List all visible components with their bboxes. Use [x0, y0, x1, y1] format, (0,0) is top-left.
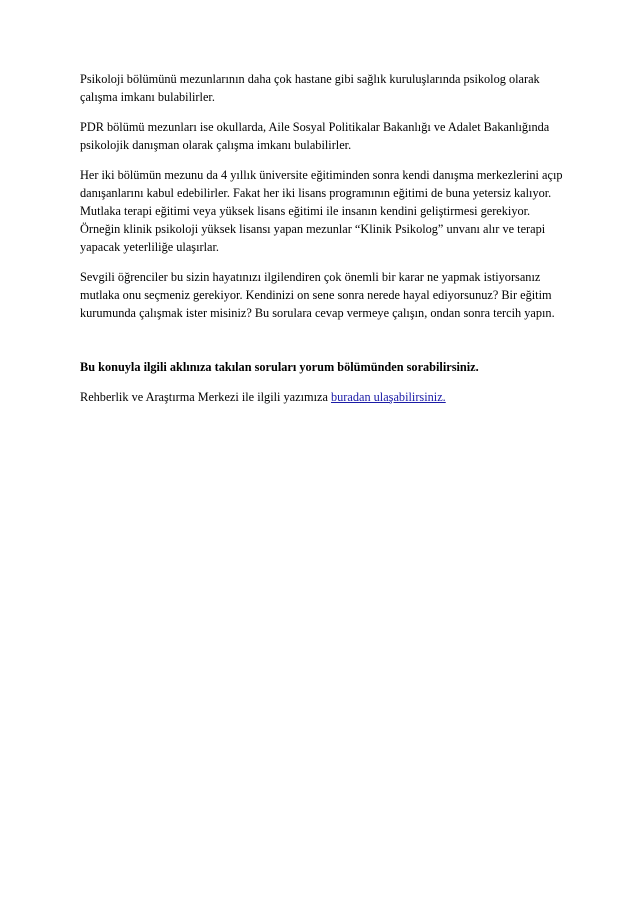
- document-page: [80, 70, 572, 418]
- paragraph-pdr: PDR bölümü mezunları ise okullarda, Aile Sosyal Politikalar Bakanlığı ve Adalet Bakanlığında psikolojik danışman olarak çalışma imkanı bulabilirler.: [80, 120, 550, 152]
- footer-text: Rehberlik ve Araştırma Merkezi ile ilgili yazımıza: [80, 390, 331, 404]
- paragraph-students: Sevgili öğrenciler bu sizin hayatınızı ilgilendiren çok önemli bir karar ne yapmak istiyorsanız mutlaka onu seçmeniz gerekiyor. Kendinizi on sene sonra nerede hayal ediyorsunuz? Bir eğitim kurumunda çalışmak ister misiniz? Bu sorulara cevap vermeye çalışın, ondan sonra tercih yapın.: [80, 270, 555, 320]
- bold-note: Bu konuyla ilgili aklınıza takılan soruları yorum bölümünden sorabilirsiniz.: [80, 360, 479, 374]
- paragraph-both-departments: Her iki bölümün mezunu da 4 yıllık üniversite eğitiminden sonra kendi danışma merkezlerini açıp danışanlarını kabul edebilirler. Fakat her iki lisans programının eğitimi de buna yetersiz kalıyor. Mutlaka terapi eğitimi veya yüksek lisans eğitimi ile insanın kendini geliştirmesi gerekiyor. Örneğin klinik psikoloji yüksek lisansı yapan mezunlar “Klinik Psikolog” unvanı alır ve terapi yapacak yeterliliğe ulaşırlar.: [80, 168, 563, 254]
- spacer: [80, 334, 572, 358]
- footer-paragraph: [80, 388, 572, 406]
- rehberlik-link[interactable]: buradan ulaşabilirsiniz.: [330, 390, 446, 404]
- paragraph-psikoloji: Psikoloji bölümünü mezunlarının daha çok hastane gibi sağlık kuruluşlarında psikolog olarak çalışma imkanı bulabilirler.: [80, 72, 540, 104]
